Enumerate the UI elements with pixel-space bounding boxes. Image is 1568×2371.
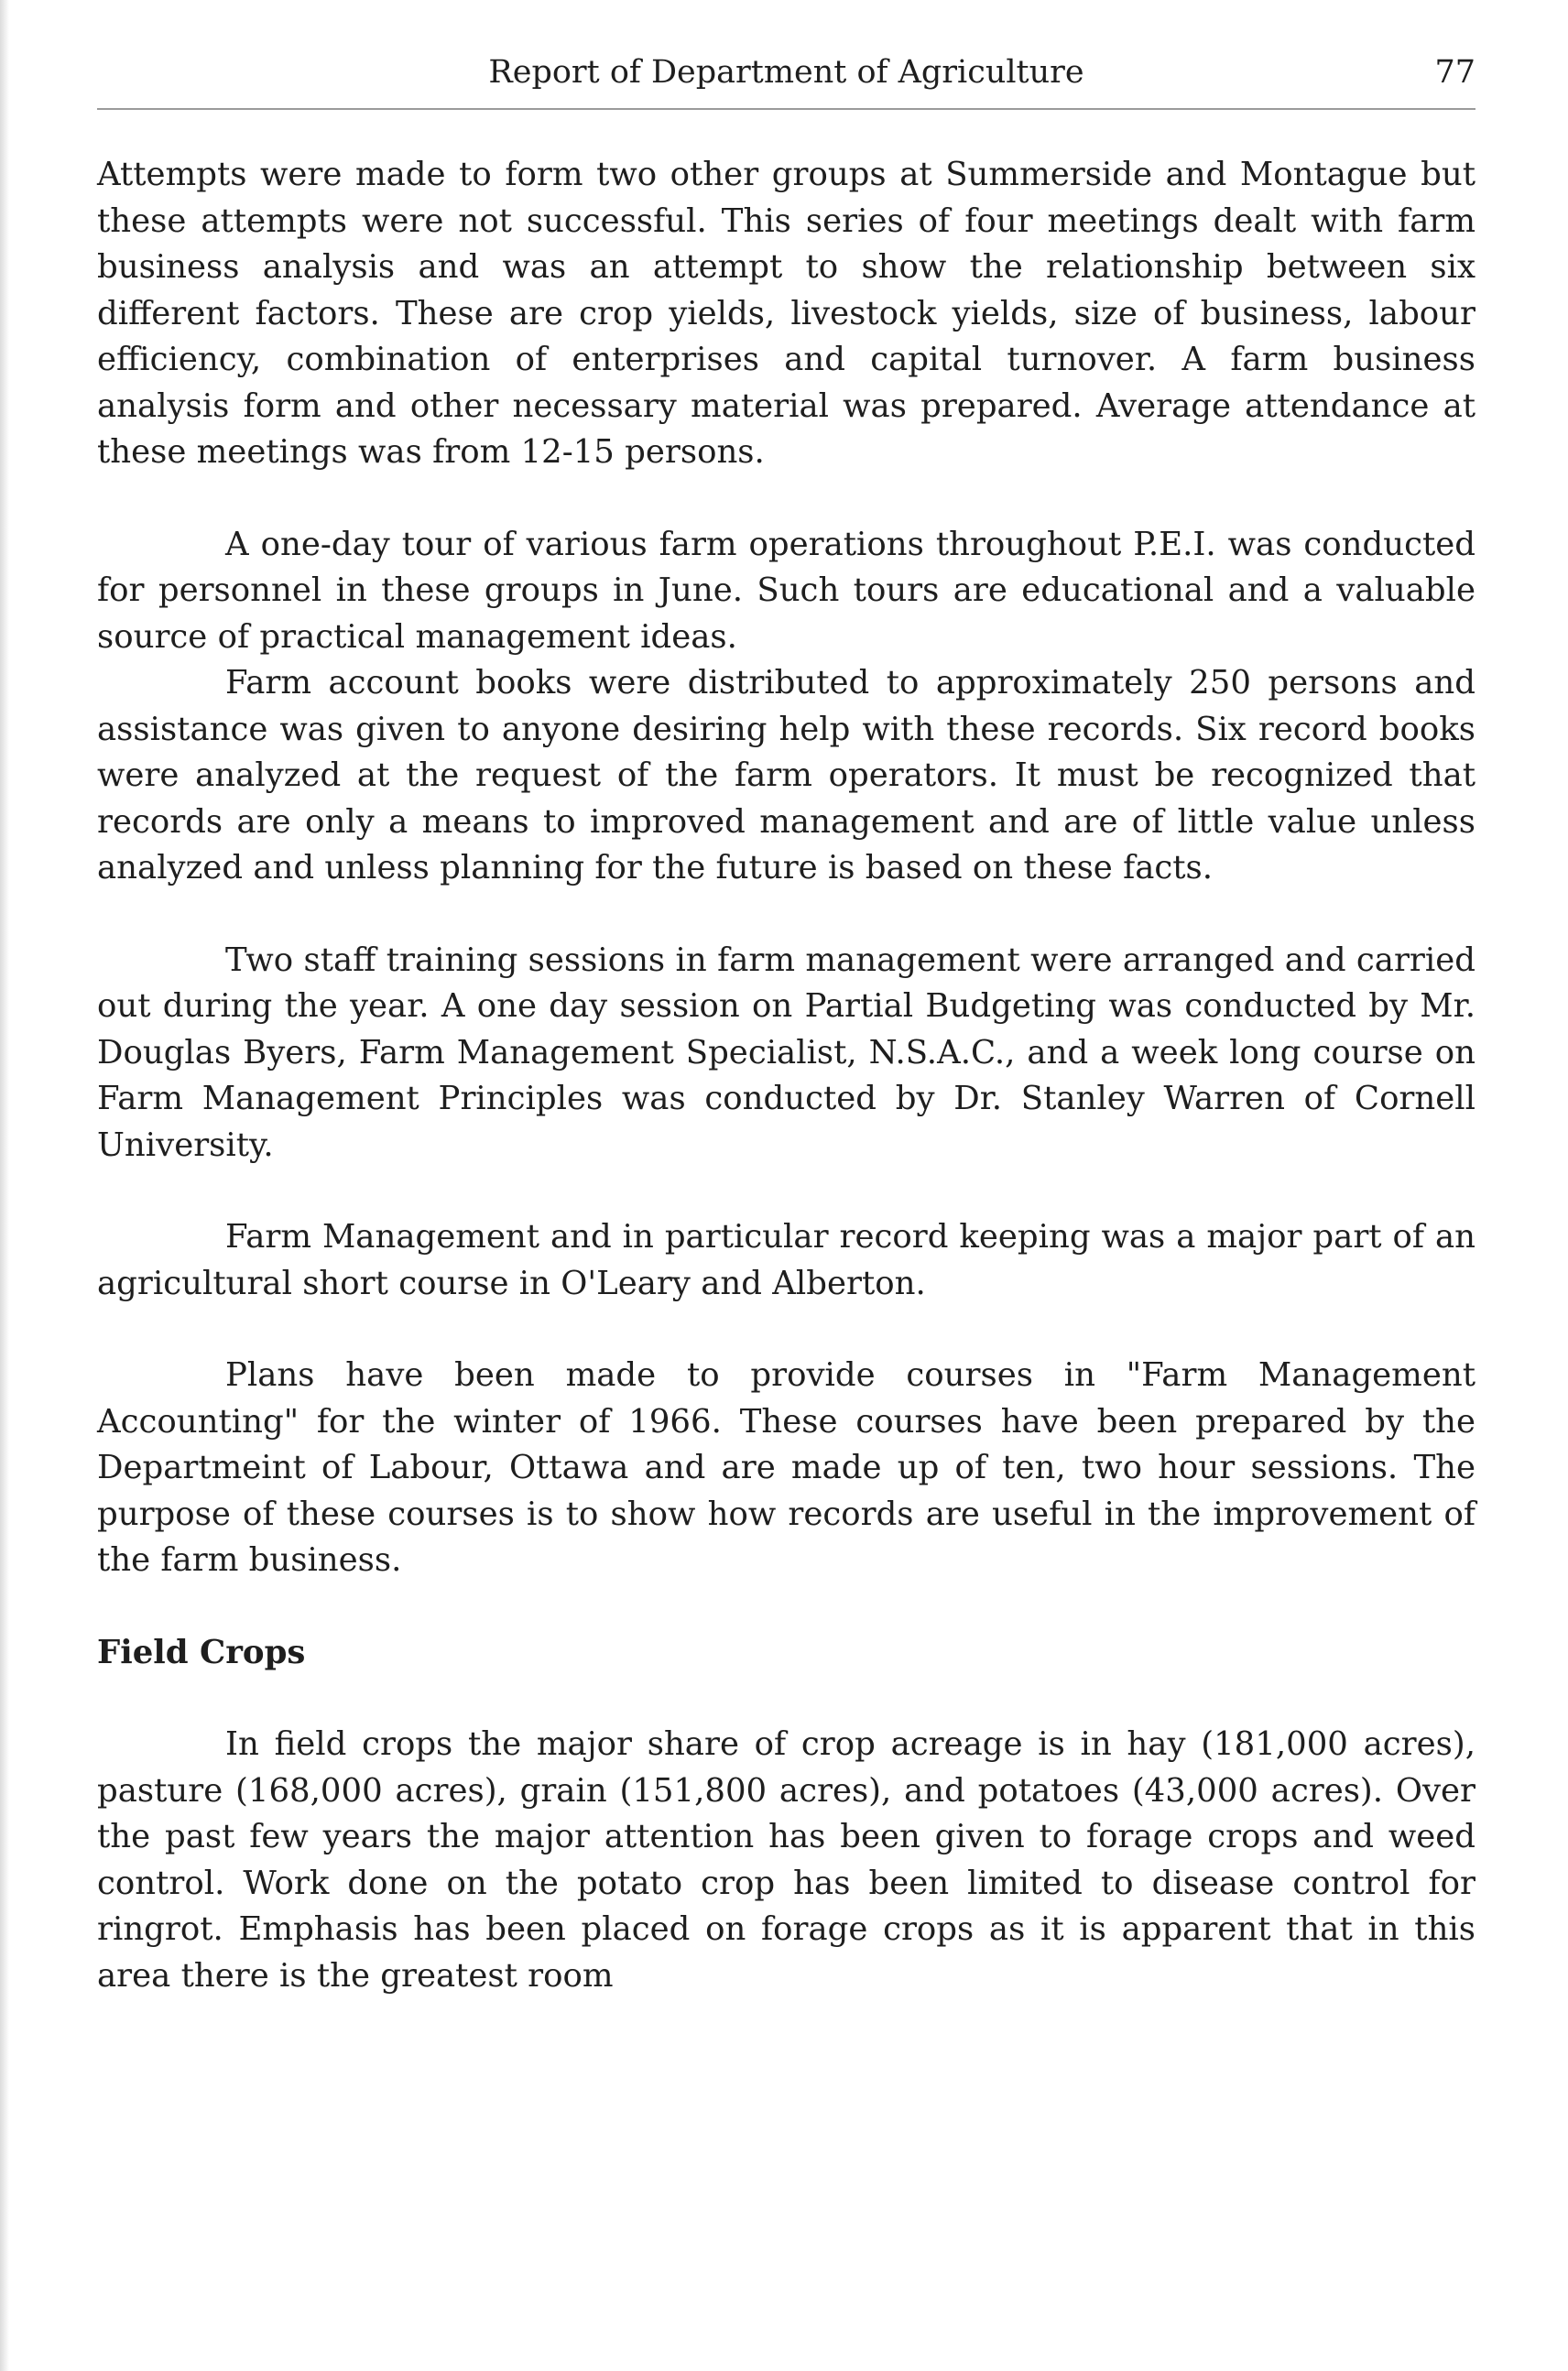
paragraph-tour: A one-day tour of various farm operations throughout P.E.I. was conducted for personnel in these groups in June. Such tours are educational and a valuable source of practical management ideas. xyxy=(97,525,1475,656)
running-header xyxy=(97,44,1475,101)
page-edge-shadow xyxy=(0,0,9,2371)
running-title: Report of Department of Agriculture xyxy=(488,54,1084,91)
section-heading: Field Crops xyxy=(97,1633,306,1671)
paragraph-accounting-courses: Plans have been made to provide courses in "Farm Management Accounting" for the winter of 1966. These courses have been prepared by the Departmeint of Labour, Ottawa and are made up of ten, two hour sessions. The purpose of these courses is to show how records are useful in the improvement of the farm business. xyxy=(97,1356,1475,1579)
document-page xyxy=(97,44,1475,1999)
paragraph-staff-training: Two staff training sessions in farm management were arranged and carried out during the year. A one day session on Partial Budgeting was conducted by Mr. Douglas Byers, Farm Management Specialist, N.S.A.C., and a week long course on Farm Management Principles was conducted by Dr. Stanley Warren of Cornell University. xyxy=(97,941,1475,1164)
paragraph-continuation: Attempts were made to form two other groups at Summerside and Montague but these attempts were not successful. This series of four meetings dealt with farm business analysis and was an attempt to show the relationship between six different factors. These are crop yields, livestock yields, size of business, labour efficiency, combination of enterprises and capital turnover. A farm business analysis form and other necessary material was prepared. Average attendance at these meetings was from 12-15 persons. xyxy=(97,156,1475,471)
page-number: 77 xyxy=(1434,54,1475,91)
paragraph-field-crops: In field crops the major share of crop acreage is in hay (181,000 acres), pasture (168,000 acres), grain (151,800 acres), and potatoes (43,000 acres). Over the past few years the major attention has been given to forage crops and weed control. Work done on the potato crop has been limited to disease control for ringrot. Emphasis has been placed on forage crops as it is apparent that in this area there is the greatest room xyxy=(97,1725,1475,1995)
header-rule xyxy=(97,108,1475,110)
paragraph-short-course: Farm Management and in particular record keeping was a major part of an agricultural short course in O'Leary and Alberton. xyxy=(97,1218,1475,1302)
body-text xyxy=(97,152,1475,1999)
paragraph-account-books: Farm account books were distributed to approximately 250 persons and assistance was given to anyone desiring help with these records. Six record books were analyzed at the request of the farm operators. It must be recognized that records are only a means to improved management and are of little value unless analyzed and unless planning for the future is based on these facts. xyxy=(97,664,1475,886)
